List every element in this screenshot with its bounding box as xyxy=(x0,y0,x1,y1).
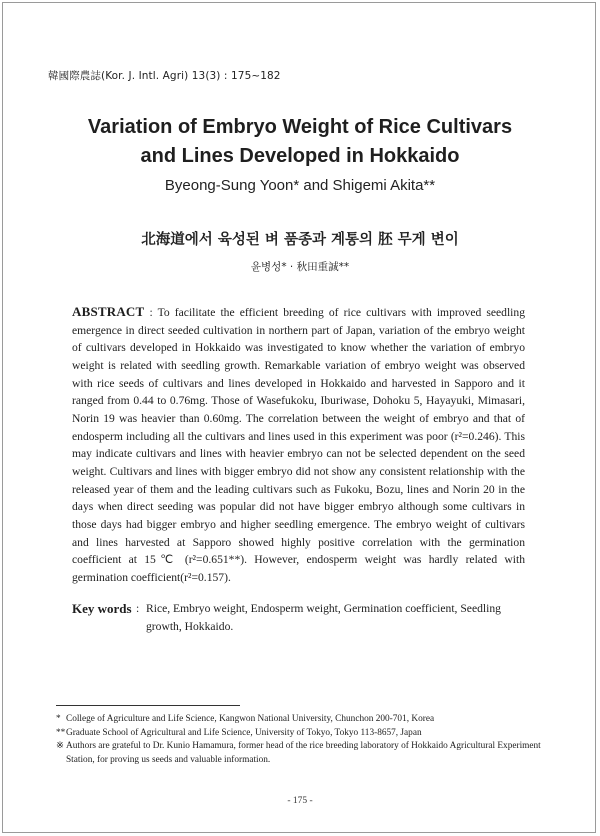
footnote-affiliation-1 xyxy=(56,713,556,727)
keywords-separator: : xyxy=(136,602,140,615)
footnote-text: Graduate School of Agricultural and Life Science, University of Tokyo, Tokyo 113-8657, Japan xyxy=(66,727,422,738)
footnote-mark: ※ xyxy=(56,741,64,752)
keywords-label: Key words xyxy=(72,601,132,616)
paper-title xyxy=(0,113,600,171)
footnote-text: College of Agriculture and Life Science, Kangwon National University, Chunchon 200-701, Korea xyxy=(66,714,435,724)
keywords-text: Rice, Embryo weight, Endosperm weight, Germination coefficient, Seedling growth, Hokkaido. xyxy=(146,602,501,633)
footnote-mark: * xyxy=(56,714,61,724)
footnote-affiliation-2 xyxy=(56,727,556,741)
abstract-text: To facilitate the efficient breeding of rice cultivars with improved seedling emergence in direct seeded cultivation in northern part of Japan, variation of the embryo weight of cultivars developed in Hokkaido was investigated to know whether the variation of embryo weight is related with seedling growth. Remarkable variation of embryo weight was observed with rice seeds of cultivars and lines developed in Hokkaido and harvested in Sapporo and it ranged from 0.44 to 0.76mg. Those of Wasefukoku, Iburiwase, Dohoku 5, Hayayuki, Mimasari, Norin 19 was heavier than 0.60mg. The correlation between the weight of embryo and that of endosperm including all the cultivars and lines used in this experiment was poor (r²=0.246). This may indicate cultivars and lines with heavier embryo can not be selected dependent on the seed weight. Cultivars and lines with bigger embryo did not show any consistent relationship with the released year of them and the leading cultivars such as Fukoku, Bozu, lines and Norin 20 in the days when direct seeding was popular did not have bigger embryo although some cultivars in those days had bigger embryo and higher seedling emergence. The embryo weight of cultivars and lines harvested at Sapporo showed highly positive correlation with the germination coefficient at 15℃ (r²=0.651**). However, endosperm weight was hardly related with germination coefficient(r²=0.157). xyxy=(72,306,526,584)
page-number: - 175 - xyxy=(287,796,313,806)
footnote-acknowledgement xyxy=(56,740,556,767)
korean-title: 北海道에서 육성된 벼 품종과 계통의 胚 무게 변이 xyxy=(141,232,459,248)
korean-author-list: 윤병성* · 秋田重誠** xyxy=(250,261,350,273)
abstract xyxy=(72,303,525,587)
abstract-label: ABSTRACT xyxy=(72,304,145,319)
footnotes xyxy=(56,713,556,767)
author-list: Byeong-Sung Yoon* and Shigemi Akita** xyxy=(164,177,436,194)
paper-title-line-2: and Lines Developed in Hokkaido xyxy=(140,145,460,167)
abstract-separator: : xyxy=(144,306,158,319)
paper-title-line-1: Variation of Embryo Weight of Rice Cultivars xyxy=(87,116,513,138)
footnote-text: Authors are grateful to Dr. Kunio Hamamura, former head of the rice breeding laboratory of Hokkaido Agricultural Experiment Station, for proving us seeds and valuable information. xyxy=(66,741,541,765)
footnote-mark: ** xyxy=(56,727,66,738)
footnote-divider xyxy=(56,705,240,706)
journal-citation: 韓國際農誌(Kor. J. Intl. Agri) 13(3) : 175~182 xyxy=(48,70,281,82)
